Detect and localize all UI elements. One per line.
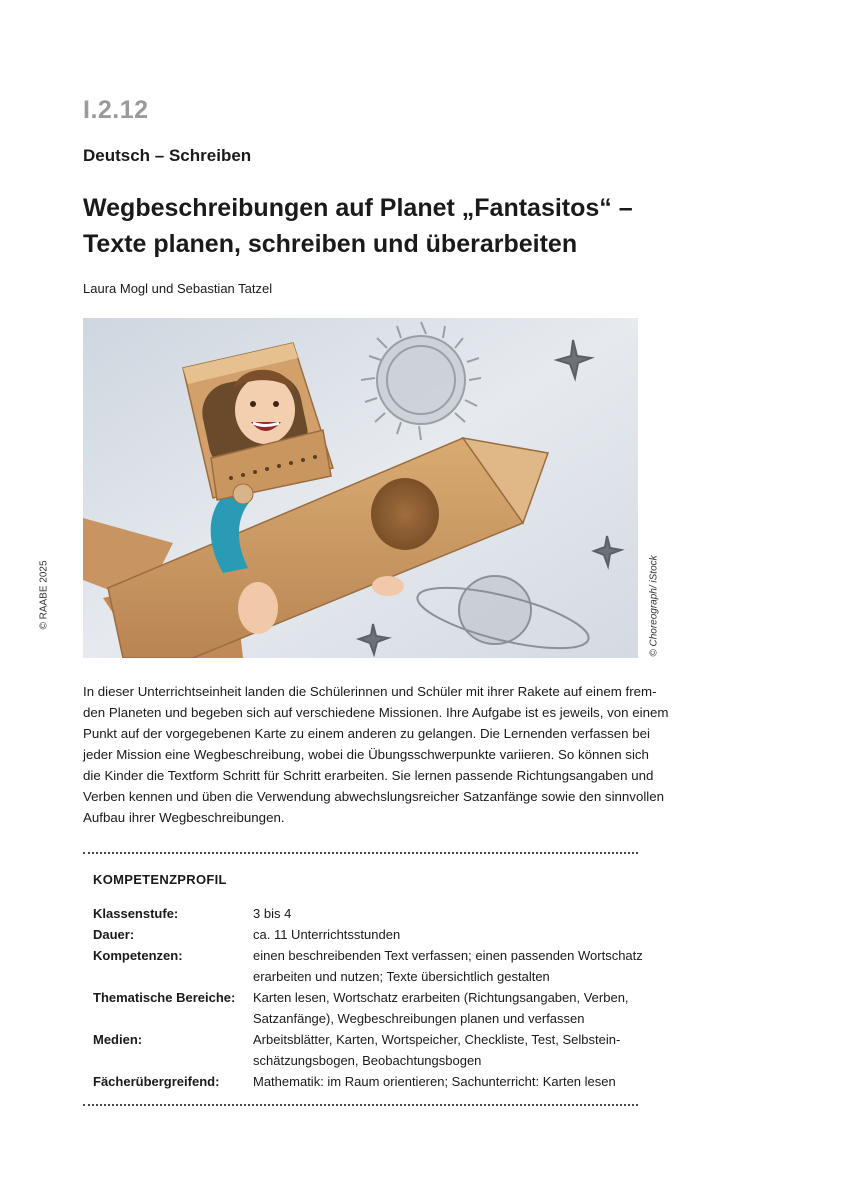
- intro-line: Punkt auf der vorgegebenen Karte zu einem anderen zu gelangen. Die Lernenden verfassen bei: [83, 726, 650, 741]
- intro-line: Aufbau ihrer Wegbeschreibungen.: [83, 810, 285, 825]
- page-title: [83, 190, 663, 262]
- profile-value: [253, 1029, 638, 1071]
- intro-line: Verben kennen und üben die Verwendung abwechslungsreicher Satzanfänge sowie den sinnvollen: [83, 789, 665, 804]
- profile-key: Thematische Bereiche:: [93, 990, 236, 1005]
- profile-heading: KOMPETENZPROFIL: [93, 872, 227, 887]
- authors: Laura Mogl und Sebastian Tatzel: [83, 281, 273, 296]
- profile-row: [93, 987, 638, 1029]
- profile-row: [93, 945, 643, 987]
- intro-line: die Kinder die Textform Schritt für Schritt erarbeiten. Sie lernen passende Richtungsangaben und: [83, 768, 654, 783]
- intro-line: den Planeten und begeben sich auf verschiedene Missionen. Ihre Aufgabe ist es jeweils, von einem: [83, 705, 669, 720]
- intro-line: jeder Mission eine Wegbeschreibung, wobei die Übungsschwerpunkte variieren. So können sich: [83, 747, 649, 762]
- intro-line: In dieser Unterrichtseinheit landen die Schülerinnen und Schüler mit ihrer Rakete auf einem frem-: [83, 684, 657, 699]
- profile-value-line: 3 bis 4: [253, 906, 292, 921]
- profile-value-line: einen beschreibenden Text verfassen; einen passenden Wortschatz: [253, 948, 643, 963]
- copyright-vertical: © RAABE 2025: [38, 560, 50, 630]
- profile-value-line: Mathematik: im Raum orientieren; Sachunterricht: Karten lesen: [253, 1074, 616, 1089]
- title-line-2: Texte planen, schreiben und überarbeiten: [83, 230, 578, 258]
- profile-value-line: Arbeitsblätter, Karten, Wortspeicher, Checkliste, Test, Selbstein-: [253, 1032, 621, 1047]
- subject-line: Deutsch – Schreiben: [83, 146, 252, 165]
- title-line-1: Wegbeschreibungen auf Planet „Fantasitos“ –: [83, 194, 633, 222]
- hero-photo-child-in-cardboard-rocket: [83, 318, 638, 658]
- profile-value: [253, 924, 638, 945]
- profile-row: [93, 903, 638, 924]
- profile-key: Dauer:: [93, 927, 135, 942]
- profile-value: [253, 987, 638, 1029]
- profile-key: Medien:: [93, 1032, 143, 1047]
- intro-paragraph: [83, 681, 669, 828]
- profile-value: [253, 903, 638, 924]
- dotted-divider-top: [83, 852, 638, 854]
- profile-row: [93, 1071, 638, 1092]
- unit-code: I.2.12: [83, 96, 149, 124]
- profile-value: [253, 945, 643, 987]
- profile-value-line: Satzanfänge), Wegbeschreibungen planen und verfassen: [253, 1011, 585, 1026]
- photo-credit-vertical: © Choreograph/ iStock: [648, 555, 660, 657]
- profile-value-line: schätzungsbogen, Beobachtungsbogen: [253, 1053, 482, 1068]
- profile-value-line: ca. 11 Unterrichtsstunden: [253, 927, 401, 942]
- profile-key: Kompetenzen:: [93, 948, 183, 963]
- profile-value-line: erarbeiten und nutzen; Texte übersichtlich gestalten: [253, 969, 550, 984]
- profile-key: Fächerübergreifend:: [93, 1074, 220, 1089]
- profile-row: [93, 924, 638, 945]
- profile-row: [93, 1029, 638, 1071]
- competence-profile: [93, 872, 643, 1092]
- profile-key: Klassenstufe:: [93, 906, 179, 921]
- dotted-divider-bottom: [83, 1104, 638, 1106]
- profile-value: [253, 1071, 638, 1092]
- profile-value-line: Karten lesen, Wortschatz erarbeiten (Richtungsangaben, Verben,: [253, 990, 629, 1005]
